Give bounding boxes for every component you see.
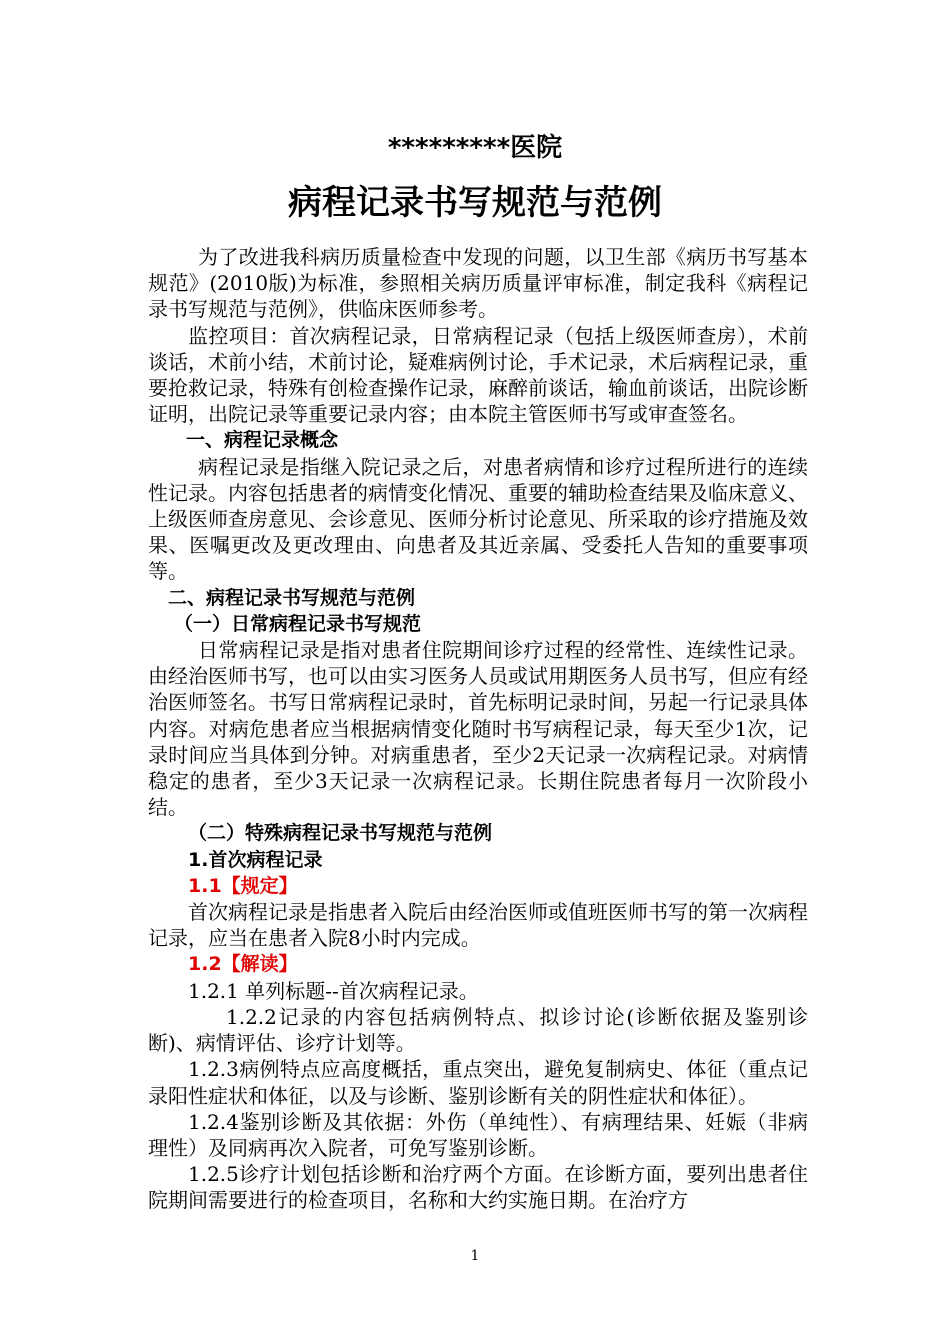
item1-2-4-paragraph: 1.2.4鉴别诊断及其依据：外伤（单纯性）、有病理结果、妊娠（非病理性）及同病再次入院者，可免写鉴别诊断。 xyxy=(148,1109,808,1160)
page-number: 1 xyxy=(470,1248,480,1264)
item1-2-5-paragraph: 1.2.5诊疗计划包括诊断和治疗两个方面。在诊断方面，要列出患者住院期间需要进行的检查项目，名称和大约实施日期。在治疗方 xyxy=(148,1162,808,1213)
section1-paragraph: 病程记录是指继入院记录之后，对患者病情和诊疗过程所进行的连续性记录。内容包括患者的病情变化情况、重要的辅助检查结果及临床意义、上级医师查房意见、会诊意见、医师分析讨论意见、所采取的诊疗措施及效果、医嘱更改及更改理由、向患者及其近亲属、受委托人告知的重要事项等。 xyxy=(148,454,808,584)
monitor-paragraph: 监控项目：首次病程记录，日常病程记录（包括上级医师查房），术前谈话，术前小结，术前讨论，疑难病例讨论，手术记录，术后病程记录，重要抢救记录，特殊有创检查操作记录，麻醉前谈话，输血前谈话，出院诊断证明，出院记录等重要记录内容；由本院主管医师书写或审查签名。 xyxy=(148,323,808,427)
item1-heading: 1.首次病程记录 xyxy=(188,848,323,871)
item1-2-heading: 1.2【解读】 xyxy=(188,953,298,976)
section1-heading: 一、病程记录概念 xyxy=(186,429,339,452)
item1-1-heading: 1.1【规定】 xyxy=(188,874,298,897)
sub1-paragraph: 日常病程记录是指对患者住院期间诊疗过程的经常性、连续性记录。由经治医师书写，也可以由实习医务人员或试用期医务人员书写，但应有经治医师签名。书写日常病程记录时，首先标明记录时间，另起一行记录具体内容。对病危患者应当根据病情变化随时书写病程记录，每天至少1次，记录时间应当具体到分钟。对病重患者，至少2天记录一次病程记录。对病情稳定的患者，至少3天记录一次病程记录。长期住院患者每月一次阶段小结。 xyxy=(148,638,808,820)
item1-1-paragraph: 首次病程记录是指患者入院后由经治医师或值班医师书写的第一次病程记录，应当在患者入院8小时内完成。 xyxy=(148,900,808,951)
document-title: 病程记录书写规范与范例 xyxy=(288,183,662,223)
hospital-name: *********医院 xyxy=(387,133,563,163)
sub1-heading: （一）日常病程记录书写规范 xyxy=(174,612,422,635)
sub2-heading: （二）特殊病程记录书写规范与范例 xyxy=(188,822,493,845)
section2-heading: 二、病程记录书写规范与范例 xyxy=(168,586,416,609)
item1-2-3-paragraph: 1.2.3病例特点应高度概括，重点突出，避免复制病史、体征（重点记录阳性症状和体征，以及与诊断、鉴别诊断有关的阴性症状和体征）。 xyxy=(148,1057,808,1108)
item1-2-2-paragraph: 1.2.2记录的内容包括病例特点、拟诊讨论(诊断依据及鉴别诊断)、病情评估、诊疗计划等。 xyxy=(148,1004,808,1056)
item1-2-1-paragraph: 1.2.1 单列标题--首次病程记录。 xyxy=(188,978,479,1003)
document-body xyxy=(148,244,808,1214)
intro-paragraph: 为了改进我科病历质量检查中发现的问题，以卫生部《病历书写基本规范》(2010版)为标准，参照相关病历质量评审标准，制定我科《病程记录书写规范与范例》，供临床医师参考。 xyxy=(148,245,808,322)
